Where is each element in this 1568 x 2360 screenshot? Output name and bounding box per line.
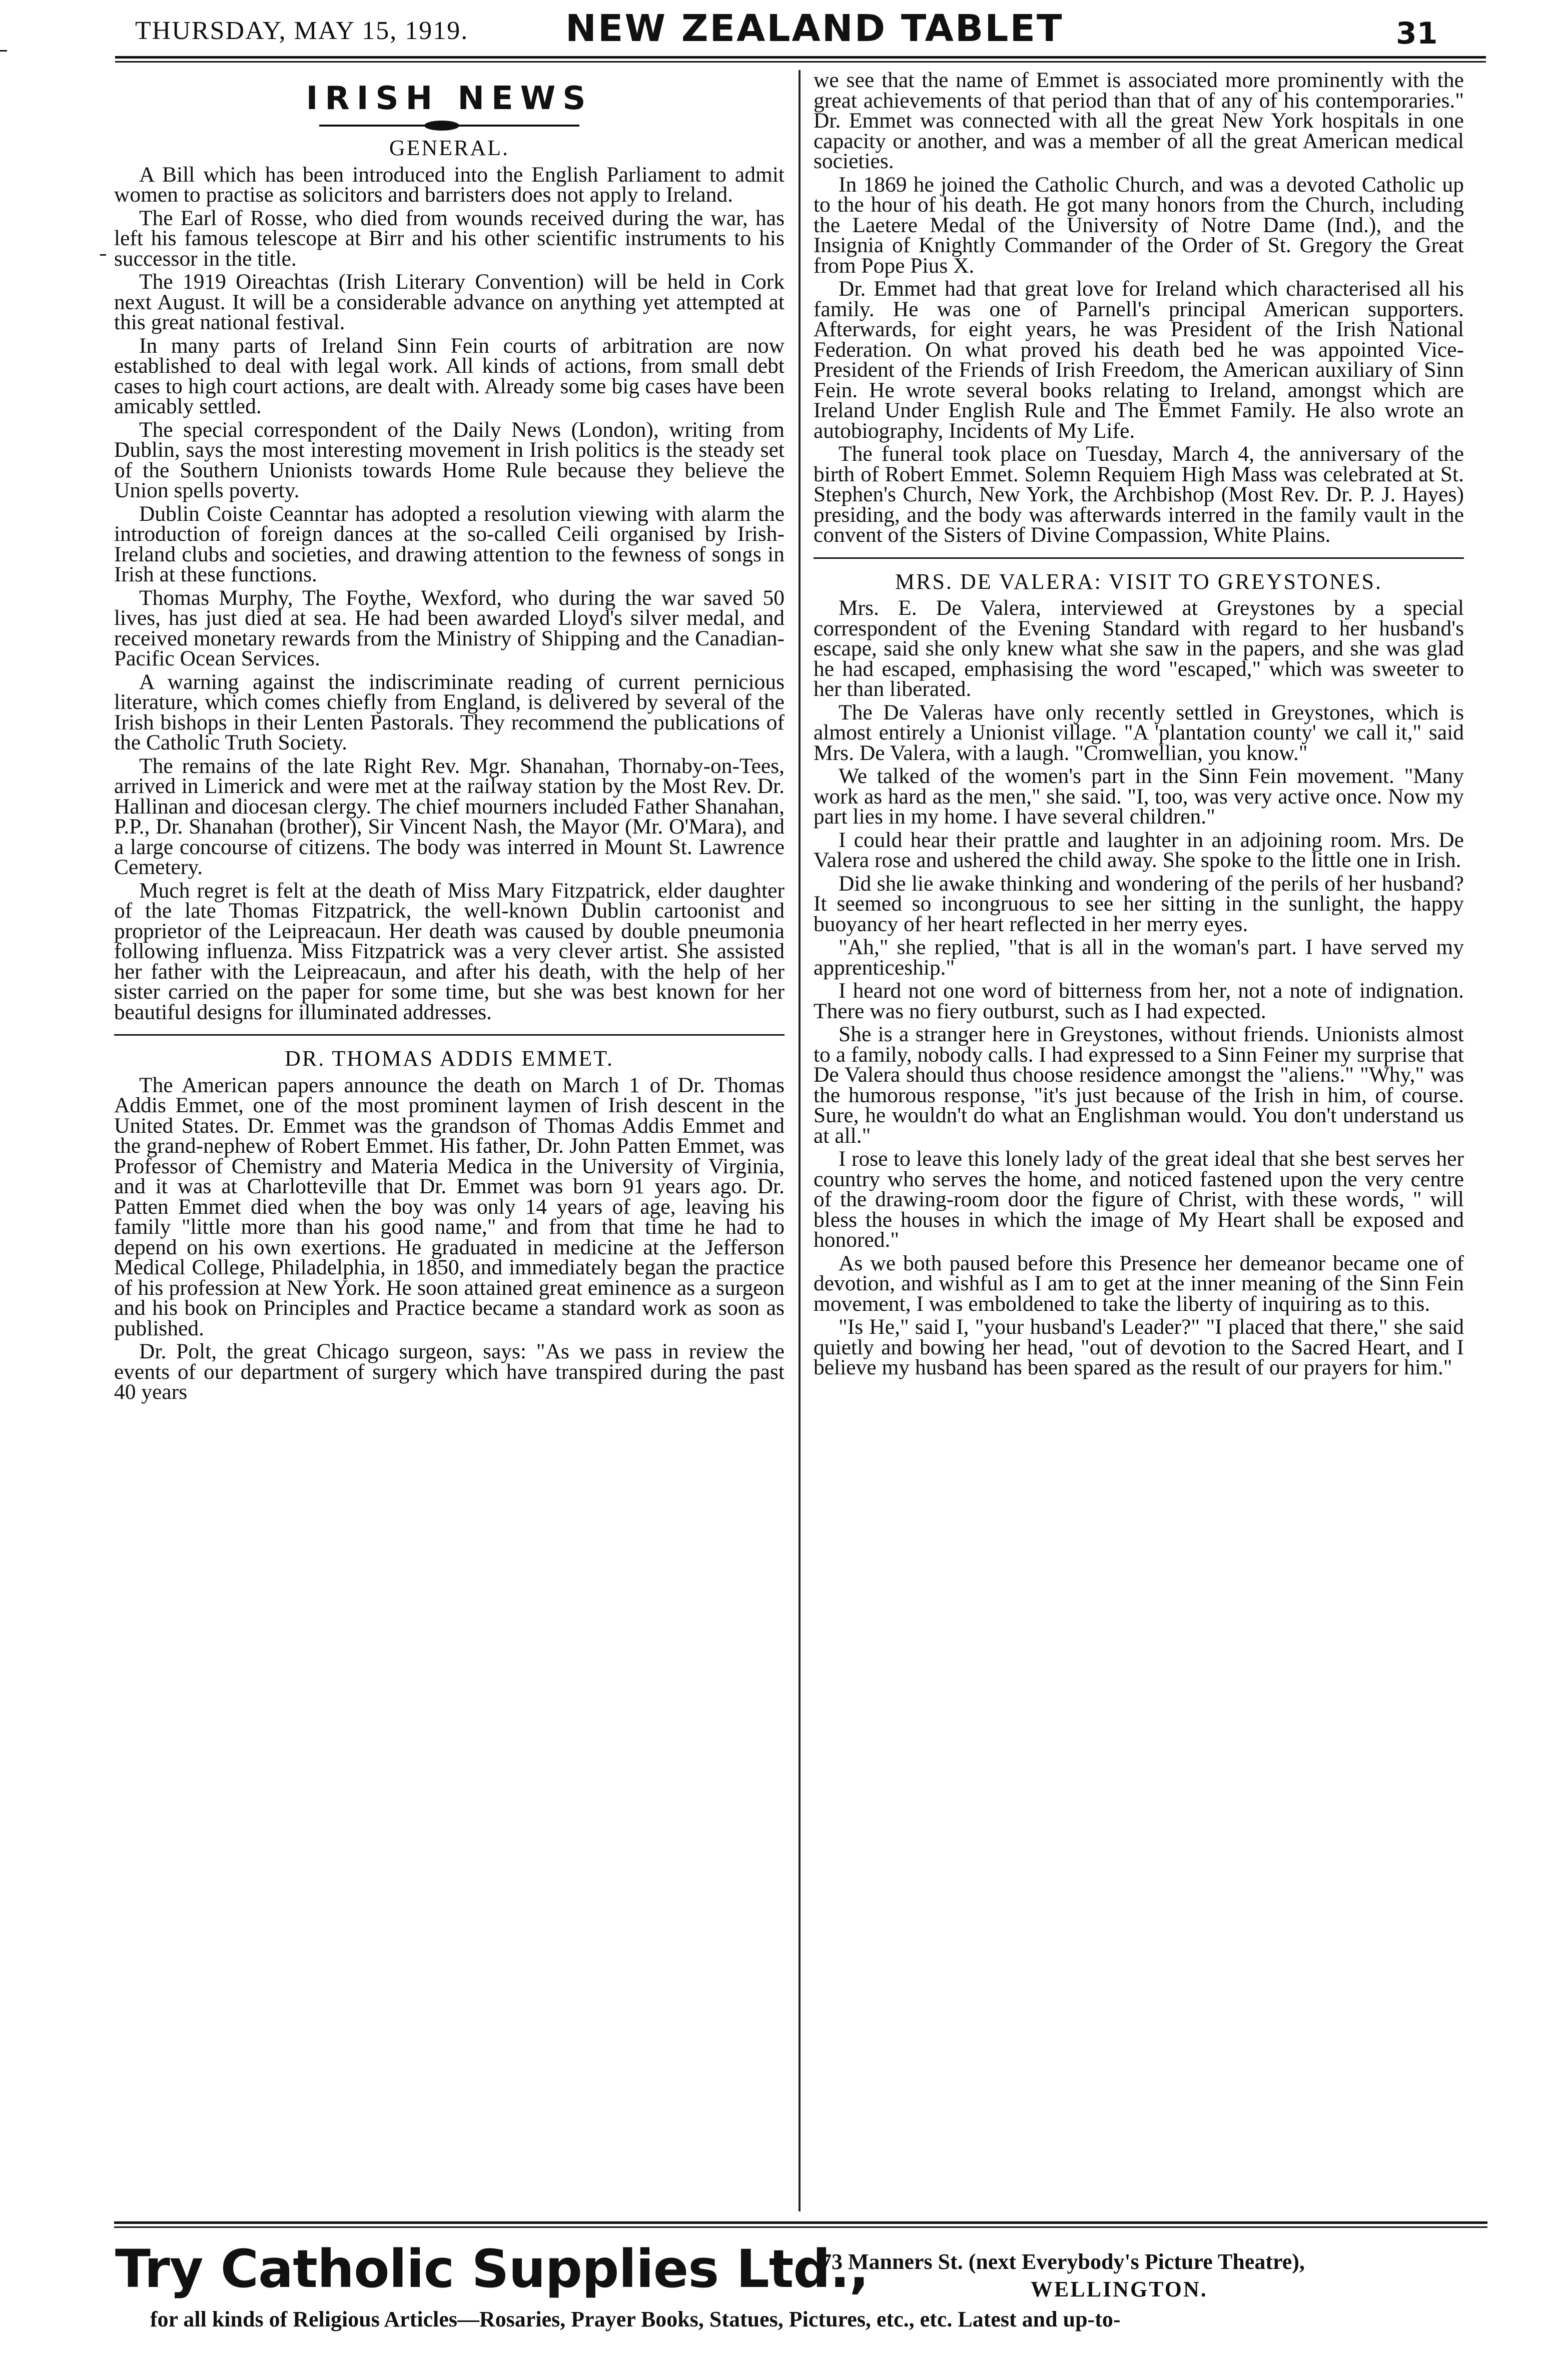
advert-name: Try Catholic Supplies Ltd., [115, 2238, 869, 2299]
news-paragraph: A Bill which has been introduced into the English Parliament to admit women to practise as solicitors and barristers does not apply to Ireland. [114, 162, 785, 207]
margin-mark [0, 50, 7, 52]
section-title: IRISH NEWS [306, 80, 593, 117]
article-paragraph: Did she lie awake thinking and wondering of the perils of her husband? It seemed so incongruous to see her sitting in the sunlight, the happy buoyancy of her heart reflected in her merry eyes. [814, 871, 1464, 936]
article-paragraph: "Is He," said I, "your husband's Leader?" "I placed that there," she said quietly and bowing her head, "out of devotion to the Sacred Heart, and I believe my husband has been spared as the result of our prayers for him." [814, 1315, 1464, 1379]
news-paragraph: Dublin Coiste Ceanntar has adopted a resolution viewing with alarm the introduction of foreign dances at the so-called Ceili organised by Irish-Ireland clubs and societies, and drawing attention to the fewness of songs in Irish at these functions. [114, 501, 785, 586]
article-paragraph: Dr. Polt, the great Chicago surgeon, says: "As we pass in review the events of our department of surgery which have transpired during the past 40 years [114, 1339, 785, 1404]
article-paragraph: we see that the name of Emmet is associated more prominently with the great achievements of that period than that of any of his contemporaries." Dr. Emmet was connected with all the great New York hospitals in one capacity or another, and was a member of all the great American medical societies. [814, 68, 1464, 173]
article-paragraph: I heard not one word of bitterness from her, not a note of indignation. There was no fiery outburst, such as I had expected. [814, 979, 1464, 1023]
column-divider [799, 70, 801, 2211]
section-divider [114, 1034, 785, 1036]
footer-rule [114, 2221, 1487, 2224]
advert-city: WELLINGTON. [1031, 2277, 1208, 2301]
news-paragraph: The Earl of Rosse, who died from wounds received during the war, has left his famous telescope at Birr and his other scientific instruments to his successor in the title. [114, 206, 785, 271]
footer-rule [114, 2226, 1487, 2228]
newspaper-title: NEW ZEALAND TABLET [565, 7, 1064, 50]
article-paragraph: In 1869 he joined the Catholic Church, and was a devoted Catholic up to the hour of his death. He got many honors from the Church, including the Laetere Medal of the University of Notre Dame (Ind.), and the Insignia of Knightly Commander of the Order of St. Gregory the Great from Pope Pius X. [814, 172, 1464, 278]
news-paragraph: The remains of the late Right Rev. Mgr. Shanahan, Thornaby-on-Tees, arrived in Limerick and were met at the railway station by the Most Rev. Dr. Hallinan and diocesan clergy. The chief mourners included Father Shanahan, P.P., Dr. Shanahan (brother), Sir Vincent Nash, the Mayor (Mr. O'Mara), and a large concourse of citizens. The body was interred in Mount St. Lawrence Cemetery. [114, 753, 785, 879]
general-heading: GENERAL. [389, 136, 510, 160]
page-number: 31 [1396, 16, 1438, 51]
news-paragraph: The special correspondent of the Daily News (London), writing from Dublin, says the most interesting movement in Irish politics is the steady set of the Southern Unionists towards Home Rule because they believe the Union spells poverty. [114, 417, 785, 502]
devalera-heading: MRS. DE VALERA: VISIT TO GREYSTONES. [895, 569, 1382, 594]
right-column [814, 70, 1464, 1381]
news-paragraph: A warning against the indiscriminate reading of current pernicious literature, which comes chiefly from England, is delivered by several of the Irish bishops in their Lenten Pastorals. They recommend the publications of the Catholic Truth Society. [114, 669, 785, 754]
article-paragraph: I could hear their prattle and laughter in an adjoining room. Mrs. De Valera rose and ushered the child away. She spoke to the little one in Irish. [814, 828, 1464, 872]
article-paragraph: The De Valeras have only recently settled in Greystones, which is almost entirely a Unionist village. "A 'plantation county' we call it," said Mrs. De Valera, with a laugh. "Cromwellian, you know." [814, 700, 1464, 765]
article-paragraph: The American papers announce the death on March 1 of Dr. Thomas Addis Emmet, one of the most prominent laymen of Irish descent in the United States. Dr. Emmet was the grandson of Thomas Addis Emmet and the grand-nephew of Robert Emmet. His father, Dr. John Patten Emmet, was Professor of Chemistry and Materia Medica in the University of Virginia, and it was at Charlotteville that Dr. Emmet was born 91 years ago. Dr. Patten Emmet died when the boy was only 14 years of age, leaving his family "little more than his good name," and from that time he had to depend on his own exertions. He graduated in medicine at the Jefferson Medical College, Philadelphia, in 1850, and immediately began the practice of his profession at New York. He soon attained great eminence as a surgeon and his book on Principles and Practice became a standard work as soon as published. [114, 1073, 785, 1340]
news-paragraph: Thomas Murphy, The Foythe, Wexford, who during the war saved 50 lives, has just died at sea. He had been awarded Lloyd's silver medal, and received monetary rewards from the Ministry of Shipping and the Canadian-Pacific Ocean Services. [114, 585, 785, 670]
section-divider [814, 557, 1464, 559]
masthead-rule [115, 56, 1486, 59]
article-paragraph: We talked of the women's part in the Sinn Fein movement. "Many work as hard as the men," she said. "I, too, was very active once. Now my part lies in my home. I have several children." [814, 764, 1464, 829]
left-column [114, 70, 785, 1405]
masthead-rule [115, 61, 1486, 63]
news-paragraph: In many parts of Ireland Sinn Fein courts of arbitration are now established to deal with legal work. All kinds of actions, from small debt cases to high court actions, are dealt with. Already some big cases have been amicably settled. [114, 333, 785, 418]
article-paragraph: The funeral took place on Tuesday, March 4, the anniversary of the birth of Robert Emmet. Solemn Requiem High Mass was celebrated at St. Stephen's Church, New York, the Archbishop (Most Rev. Dr. P. J. Hayes) presiding, and the body was afterwards interred in the family vault in the convent of the Sisters of Divine Compassion, White Plains. [814, 442, 1464, 547]
article-paragraph: "Ah," she replied, "that is all in the woman's part. I have served my apprenticeship." [814, 935, 1464, 980]
margin-mark [100, 254, 106, 256]
article-paragraph: She is a stranger here in Greystones, without friends. Unionists almost to a family, nobody calls. I had expressed to a Sinn Feiner my surprise that De Valera should thus choose residence amongst the "aliens." "Why," was the humorous response, "it's just because of the Irish in him, of course. Sure, he wouldn't do what an Englishman would. You don't understand us at all." [814, 1022, 1464, 1148]
masthead [115, 7, 1486, 62]
article-paragraph: Mrs. E. De Valera, interviewed at Greystones by a special correspondent of the Evening Standard with regard to her husband's escape, said she only knew what she saw in the papers, and she was glad he had escaped, emphasising the word "escaped," which was sweeter to her than liberated. [814, 596, 1464, 701]
title-ornament [114, 118, 785, 133]
article-paragraph: Dr. Emmet had that great love for Ireland which characterised all his family. He was one of Parnell's principal American supporters. Afterwards, for eight years, he was President of the Irish National Federation. On what proved his death bed he was appointed Vice-President of the Friends of Irish Freedom, the American auxiliary of Sinn Fein. He wrote several books relating to Ireland, amongst which are Ireland Under English Rule and The Emmet Family. He also wrote an autobiography, Incidents of My Life. [814, 277, 1464, 443]
advert-address: 73 Manners St. (next Everybody's Picture Theatre), [821, 2249, 1305, 2274]
emmet-heading: DR. THOMAS ADDIS EMMET. [285, 1046, 614, 1071]
news-paragraph: The 1919 Oireachtas (Irish Literary Convention) will be held in Cork next August. It will be a considerable advance on anything yet attempted at this great national festival. [114, 270, 785, 334]
issue-date: THURSDAY, MAY 15, 1919. [135, 17, 469, 45]
article-paragraph: As we both paused before this Presence her demeanor became one of devotion, and wishful as I am to get at the inner meaning of the Sinn Fein movement, I was emboldened to take the liberty of inquiring as to this. [814, 1251, 1464, 1316]
advert-tagline: for all kinds of Religious Articles—Rosaries, Prayer Books, Statues, Pictures, etc., etc. Latest and up-to- [150, 2307, 1121, 2331]
article-paragraph: I rose to leave this lonely lady of the great ideal that she best serves her country who serves the home, and noticed fastened upon the very centre of the drawing-room door the figure of Christ, with these words, " will bless the houses in which the image of My Heart shall be exposed and honored." [814, 1147, 1464, 1252]
news-paragraph: Much regret is felt at the death of Miss Mary Fitzpatrick, elder daughter of the late Thomas Fitzpatrick, the well-known Dublin cartoonist and proprietor of the Leipreacaun. Her death was caused by double pneumonia following influenza. Miss Fitzpatrick was a very clever artist. She assisted her father with the Leipreacaun, and after his death, with the help of her sister carried on the paper for some time, but she was best known for her beautiful designs for illuminated addresses. [114, 878, 785, 1024]
